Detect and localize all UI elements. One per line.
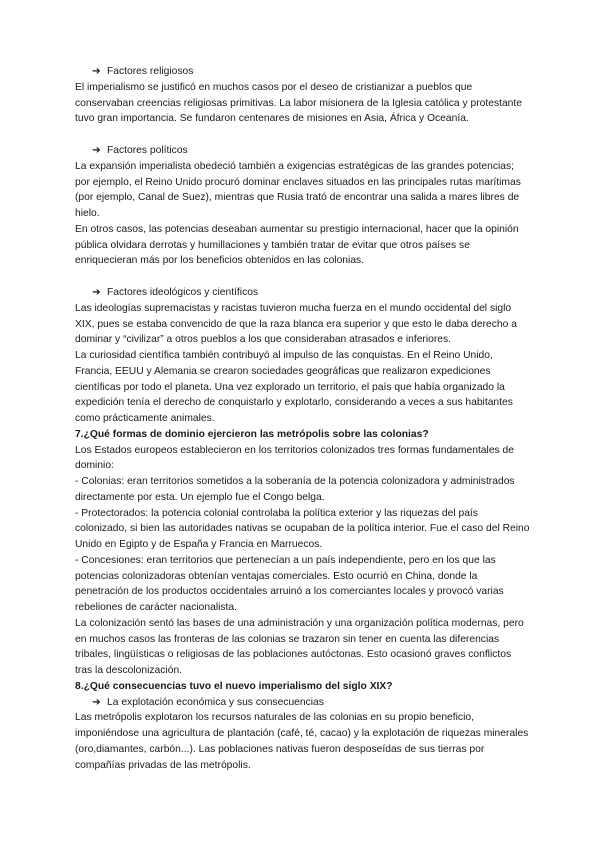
arrow-bullet-icon: ➔: [92, 696, 101, 708]
item-protectorados: - Protectorados: la potencia colonial controlaba la política exterior y las riquezas del país colonizado, si bien las autoridades nativas se ocupaban de la política interior. Fue el caso del Reino Unido en Egipto y de España y Francia en Marruecos.: [75, 507, 530, 550]
heading-factores-ideologicos: [75, 285, 531, 301]
document-page: [75, 64, 531, 773]
paragraph-ideologicos-1: Las ideologías supremacistas y racistas tuvieron mucha fuerza en el mundo occidental del siglo XIX, pues se estaba convencido de que la raza blanca era superior y que esto le daba derecho a dominar y “civilizar” a otros pueblos a los que consideraban atrasados e inferiores.: [75, 302, 517, 346]
paragraph-ideologicos-2: La curiosidad científica también contribuyó al impulso de las conquistas. En el Reino Unido, Francia, EEUU y Alemania se crearon sociedades geográficas que realizaron expediciones científicas por todo el planeta. Una vez explorado un territorio, el país que había organizado la expedición tenía el derecho de conquistarlo y explotarlo, considerando a veces a sus habitantes como prácticamente animales.: [75, 350, 513, 424]
heading-explotacion-economica: [75, 695, 531, 711]
heading-factores-politicos: [75, 143, 531, 159]
paragraph-politicos-1: La expansión imperialista obedeció también a exigencias estratégicas de las grandes potencias; por ejemplo, el Reino Unido procuró dominar enclaves situados en las principales rutas marítimas (por ejemplo, Canal de Suez), mientras que Rusia trató de encontrar una salida a mares libres de hielo.: [75, 160, 521, 219]
arrow-bullet-icon: ➔: [92, 287, 101, 298]
heading-text: La explotación económica y sus consecuencias: [107, 696, 324, 708]
paragraph-q7-conclusion: La colonización sentó las bases de una administración y una organización política modernas, pero en muchos casos las fronteras de las colonias se trazaron sin tener en cuenta las diferencias tribales, lingüísticas o religiosas de las poblaciones autóctonas. Esto ocasionó graves conflictos tras la descolonización.: [75, 617, 524, 676]
paragraph-q7-intro: Los Estados europeos establecieron en los territorios colonizados tres formas fundamentales de dominio:: [75, 444, 515, 472]
arrow-bullet-icon: ➔: [92, 145, 101, 156]
item-concesiones: - Concesiones: eran territorios que pertenecían a un país independiente, pero en los que las potencias colonizadoras obtenían ventajas comerciales. Esto ocurrió en China, donde la penetración de los productos occidentales arruinó a los comerciantes locales y provocó varias rebeliones de carácter nacionalista.: [75, 554, 504, 613]
arrow-bullet-icon: ➔: [92, 66, 101, 77]
heading-factores-religiosos: [75, 64, 531, 80]
paragraph-politicos-2: En otros casos, las potencias deseaban aumentar su prestigio internacional, hacer que la opinión pública olvidara derrotas y humillaciones y también tratar de evitar que otros países se enriquecieran más por los beneficios obtenidos en las colonias.: [75, 223, 519, 267]
paragraph-religiosos: El imperialismo se justificó en muchos casos por el deseo de cristianizar a pueblos que conservaban creencias religiosas primitivas. La labor misionera de la Iglesia católica y protestante tuvo gran importancia. Se fundaron centenares de misiones en Asia, África y Oceanía.: [75, 81, 522, 125]
heading-text: Factores ideológicos y científicos: [107, 287, 259, 298]
item-colonias: - Colonias: eran territorios sometidos a la soberanía de la potencia colonizadora y administrados directamente por esta. Un ejemplo fue el Congo belga.: [75, 476, 515, 503]
heading-text: Factores religiosos: [107, 66, 194, 77]
question-7-title: 7.¿Qué formas de dominio ejercieron las metrópolis sobre las colonias?: [75, 428, 429, 440]
paragraph-q8-1: Las metrópolis explotaron los recursos naturales de las colonias en su propio beneficio, imponiéndose una agricultura de plantación (café, té, cacao) y la explotación de riquezas minerales (oro,diamantes, carbón...). Las poblaciones nativas fueron desposeídas de sus tierras por compañías privadas de las metrópolis.: [75, 712, 529, 771]
question-8-title: 8.¿Qué consecuencias tuvo el nuevo imperialismo del siglo XIX?: [75, 680, 393, 692]
heading-text: Factores políticos: [107, 145, 188, 156]
